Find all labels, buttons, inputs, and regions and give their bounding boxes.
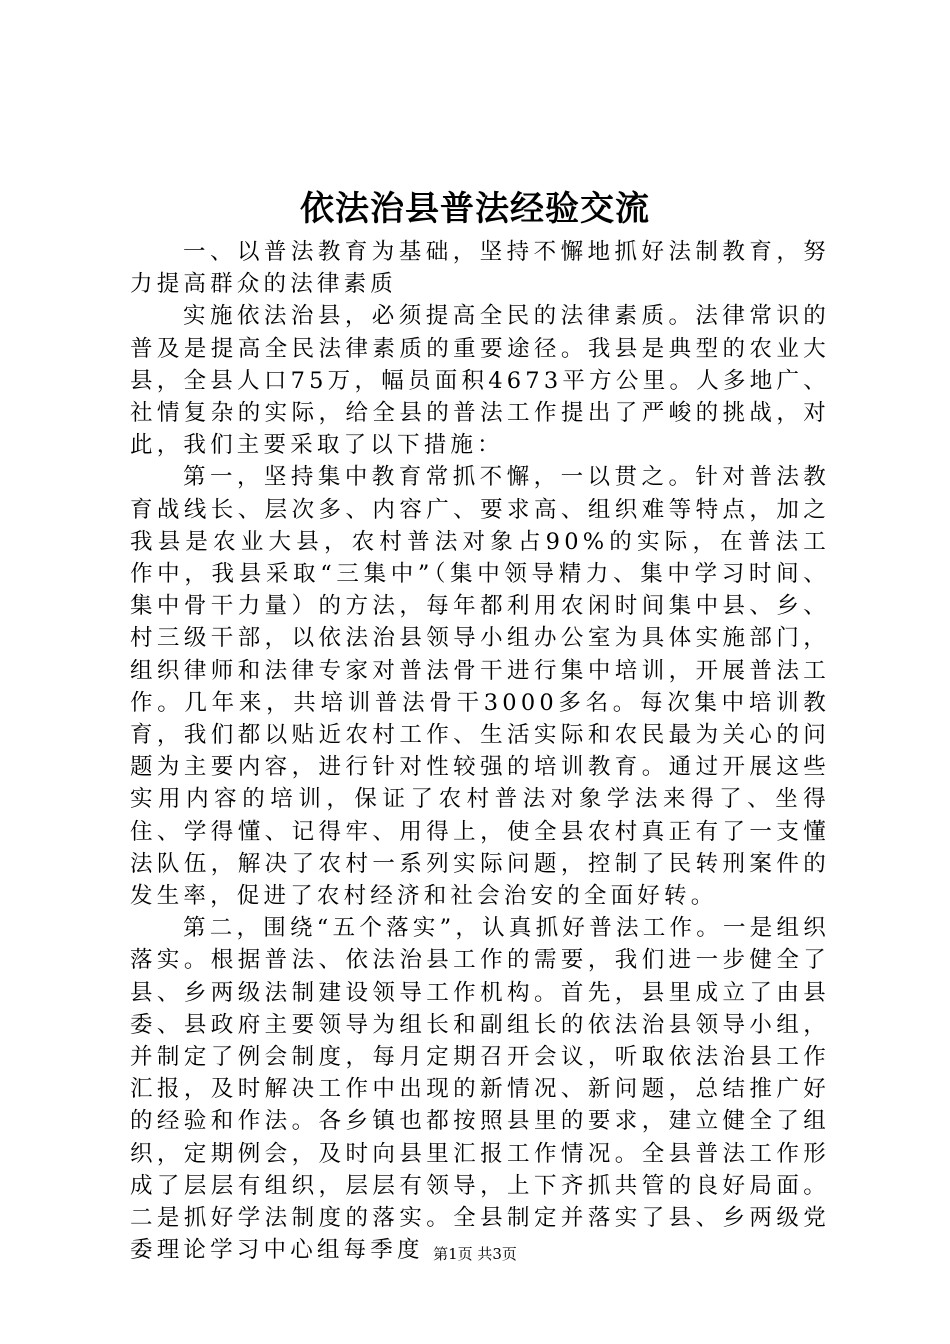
paragraph-intro: 实施依法治县，必须提高全民的法律素质。法律常识的普及是提高全民法律素质的重要途径。我县是典型的农业大县，全县人口75万，幅员面积4673平方公里。人多地广、社情复杂的实际，给全县的普法工作提出了严峻的挑战，对此，我们主要采取了以下措施： [130, 303, 830, 459]
paragraph-first-measure: 第一，坚持集中教育常抓不懈，一以贯之。针对普法教育战线长、层次多、内容广、要求高、组织难等特点，加之我县是农业大县，农村普法对象占90%的实际，在普法工作中，我县采取“三集中”（集中领导精力、集中学习时间、集中骨干力量）的方法，每年都利用农闲时间集中县、乡、村三级干部，以依法治县领导小组办公室为具体实施部门，组织律师和法律专家对普法骨干进行集中培训，开展普法工作。几年来，共培训普法骨干3000多名。每次集中培训教育，我们都以贴近农村工作、生活实际和农民最为关心的问题为主要内容，进行针对性较强的培训教育。通过开展这些实用内容的培训，保证了农村普法对象学法来得了、坐得住、学得懂、记得牢、用得上，使全县农村真正有了一支懂法队伍，解决了农村一系列实际问题，控制了民转刑案件的发生率，促进了农村经济和社会治安的全面好转。 [130, 464, 830, 910]
paragraph-second-measure: 第二，围绕“五个落实”，认真抓好普法工作。一是组织落实。根据普法、依法治县工作的需要，我们进一步健全了县、乡两级法制建设领导工作机构。首先，县里成立了由县委、县政府主要领导为组长和副组长的依法治县领导小组，并制定了例会制度，每月定期召开会议，听取依法治县工作汇报，及时解决工作中出现的新情况、新问题，总结推广好的经验和作法。各乡镇也都按照县里的要求，建立健全了组织，定期例会，及时向县里汇报工作情况。全县普法工作形成了层层有组织，层层有领导，上下齐抓共管的良好局面。二是抓好学法制度的落实。全县制定并落实了县、乡两级党委理论学习中心组每季度 [130, 915, 830, 1264]
page-footer: 第1页 共3页 [433, 1245, 517, 1263]
section-heading: 一、以普法教育为基础，坚持不懈地抓好法制教育，努力提高群众的法律素质 [130, 239, 830, 298]
document-title: 依法治县普法经验交流 [300, 189, 650, 229]
document-body [130, 236, 830, 1267]
